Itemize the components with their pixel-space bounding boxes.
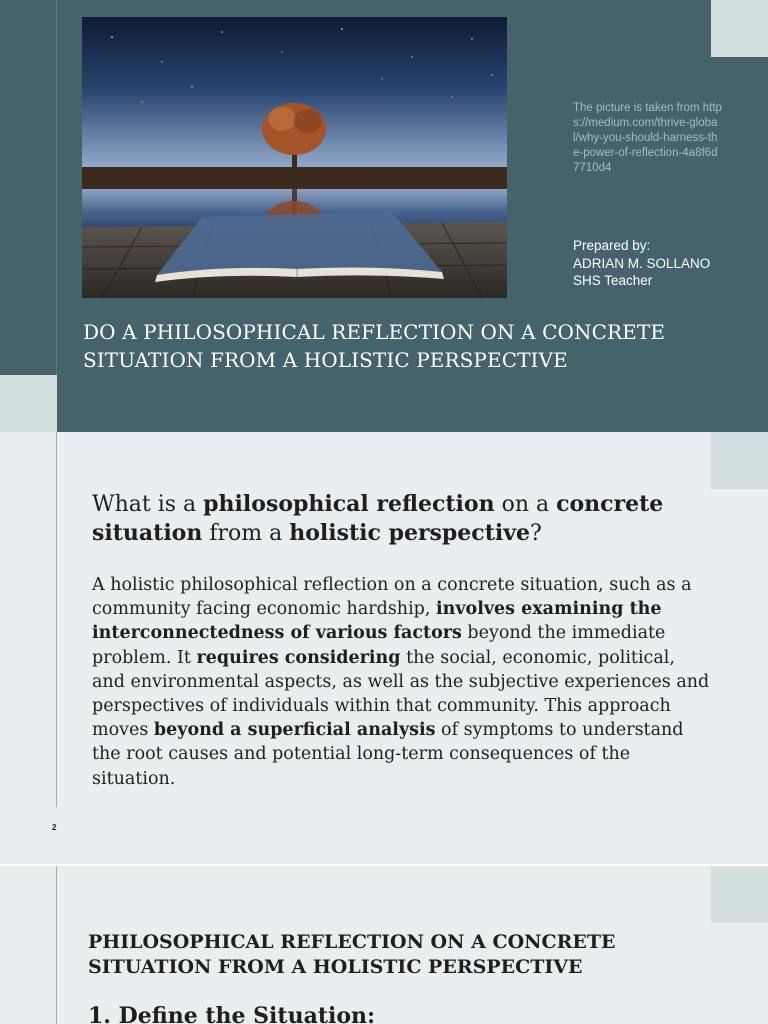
question-emphasis: concrete situation xyxy=(92,491,664,546)
question-text: from a xyxy=(202,521,290,546)
author-name: ADRIAN M. SOLLANO xyxy=(573,255,711,271)
reflection-photo xyxy=(82,17,507,298)
definition-slide xyxy=(0,432,768,865)
prepared-by-label: Prepared by: xyxy=(573,238,651,253)
accent-square-top-right xyxy=(711,432,768,489)
title-slide xyxy=(0,0,768,432)
tree-book-reflection-image xyxy=(82,17,507,298)
body-text: A holistic philosophical reflection on a concrete situation, such as a community facing economic hardship, xyxy=(92,575,692,620)
body-emphasis: requires considering xyxy=(196,647,401,668)
step-heading: 1. Define the Situation: xyxy=(88,1003,376,1024)
slide-left-rule xyxy=(56,866,57,1024)
body-text: beyond the immediate problem. It xyxy=(92,623,666,668)
slide-question xyxy=(92,490,712,548)
question-emphasis: philosophical reflection xyxy=(203,491,495,517)
question-text: ? xyxy=(530,521,542,546)
body-text: the social, economic, political, and environmental aspects, as well as the subjective experiences and perspectives of individuals within that community. This approach moves xyxy=(92,647,710,741)
body-emphasis: involves examining the interconnectedness of various factors xyxy=(92,599,662,644)
body-emphasis: beyond a superficial analysis xyxy=(153,720,436,741)
accent-square-bottom-left xyxy=(0,375,57,432)
slide-heading: PHILOSOPHICAL REFLECTION ON A CONCRETE SITUATION FROM A HOLISTIC PERSPECTIVE xyxy=(88,931,616,978)
slide-title: DO A PHILOSOPHICAL REFLECTION ON A CONCRETE SITUATION FROM A HOLISTIC PERSPECTIVE xyxy=(83,320,666,372)
author-block xyxy=(573,237,753,290)
slide-left-bar xyxy=(0,0,57,432)
question-text: What is a xyxy=(92,492,204,517)
slide-body-paragraph xyxy=(92,573,712,791)
accent-square-top-right xyxy=(711,866,768,923)
author-role: SHS Teacher xyxy=(573,273,653,288)
question-emphasis: holistic perspective xyxy=(289,520,530,546)
accent-square-top-right xyxy=(711,0,768,57)
body-text: of symptoms to understand the root causes and potential long-term consequences of the situation. xyxy=(92,720,684,789)
page-number: 2 xyxy=(52,823,57,832)
question-text: on a xyxy=(494,492,557,517)
steps-slide xyxy=(0,866,768,1024)
slide-left-rule xyxy=(56,432,57,807)
image-credit: The picture is taken from https://medium.com/thrive-global/why-you-should-harness-the-power-of-reflection-4a8f6d7710d4 xyxy=(573,102,722,174)
